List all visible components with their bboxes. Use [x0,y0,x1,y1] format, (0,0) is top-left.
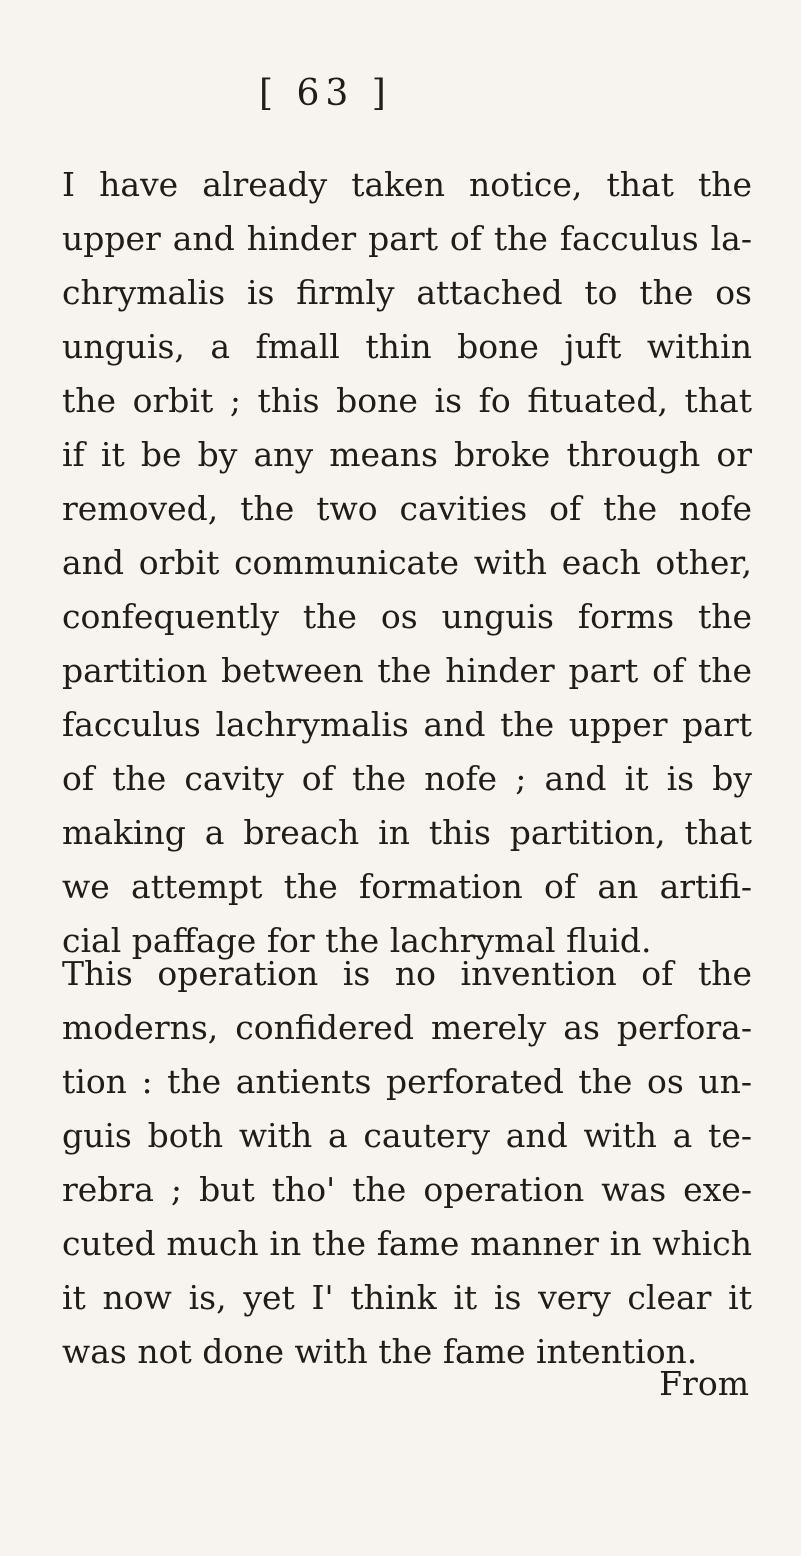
text-line: I have already taken notice, that the [62,165,752,204]
text-line: removed, the two cavities of the nofe [62,489,752,528]
text-line: the orbit ; this bone is fo fituated, that [62,381,752,420]
text-line: chrymalis is firmly attached to the os [62,273,752,312]
text-line: confequently the os unguis forms the [62,597,752,636]
text-line: partition between the hinder part of the [62,651,752,690]
text-line: tion : the antients perforated the os un- [62,1062,752,1101]
text-line: and orbit communicate with each other, [62,543,752,582]
text-line: cial paffage for the lachrymal fluid. [62,921,652,960]
paragraph-1 [62,158,752,968]
text-line: was not done with the fame intention. [62,1332,698,1371]
text-line: rebra ; but tho' the operation was exe- [62,1170,752,1209]
text-line: This operation is no invention of the [62,954,752,993]
text-line: if it be by any means broke through or [62,435,752,474]
paragraph-2 [62,947,752,1379]
text-line: of the cavity of the nofe ; and it is by [62,759,752,798]
text-line: making a breach in this partition, that [62,813,752,852]
text-line: it now is, yet I' think it is very clear it [62,1278,752,1317]
text-line: we attempt the formation of an artifi- [62,867,752,906]
catchword: From [659,1364,749,1403]
text-line: facculus lachrymalis and the upper part [62,705,752,744]
page-number: [ 63 ] [259,73,392,114]
text-line: unguis, a fmall thin bone juft within [62,327,752,366]
text-line: upper and hinder part of the facculus la- [62,219,752,258]
text-line: moderns, confidered merely as perfora- [62,1008,752,1047]
text-line: guis both with a cautery and with a te- [62,1116,752,1155]
text-line: cuted much in the fame manner in which [62,1224,752,1263]
